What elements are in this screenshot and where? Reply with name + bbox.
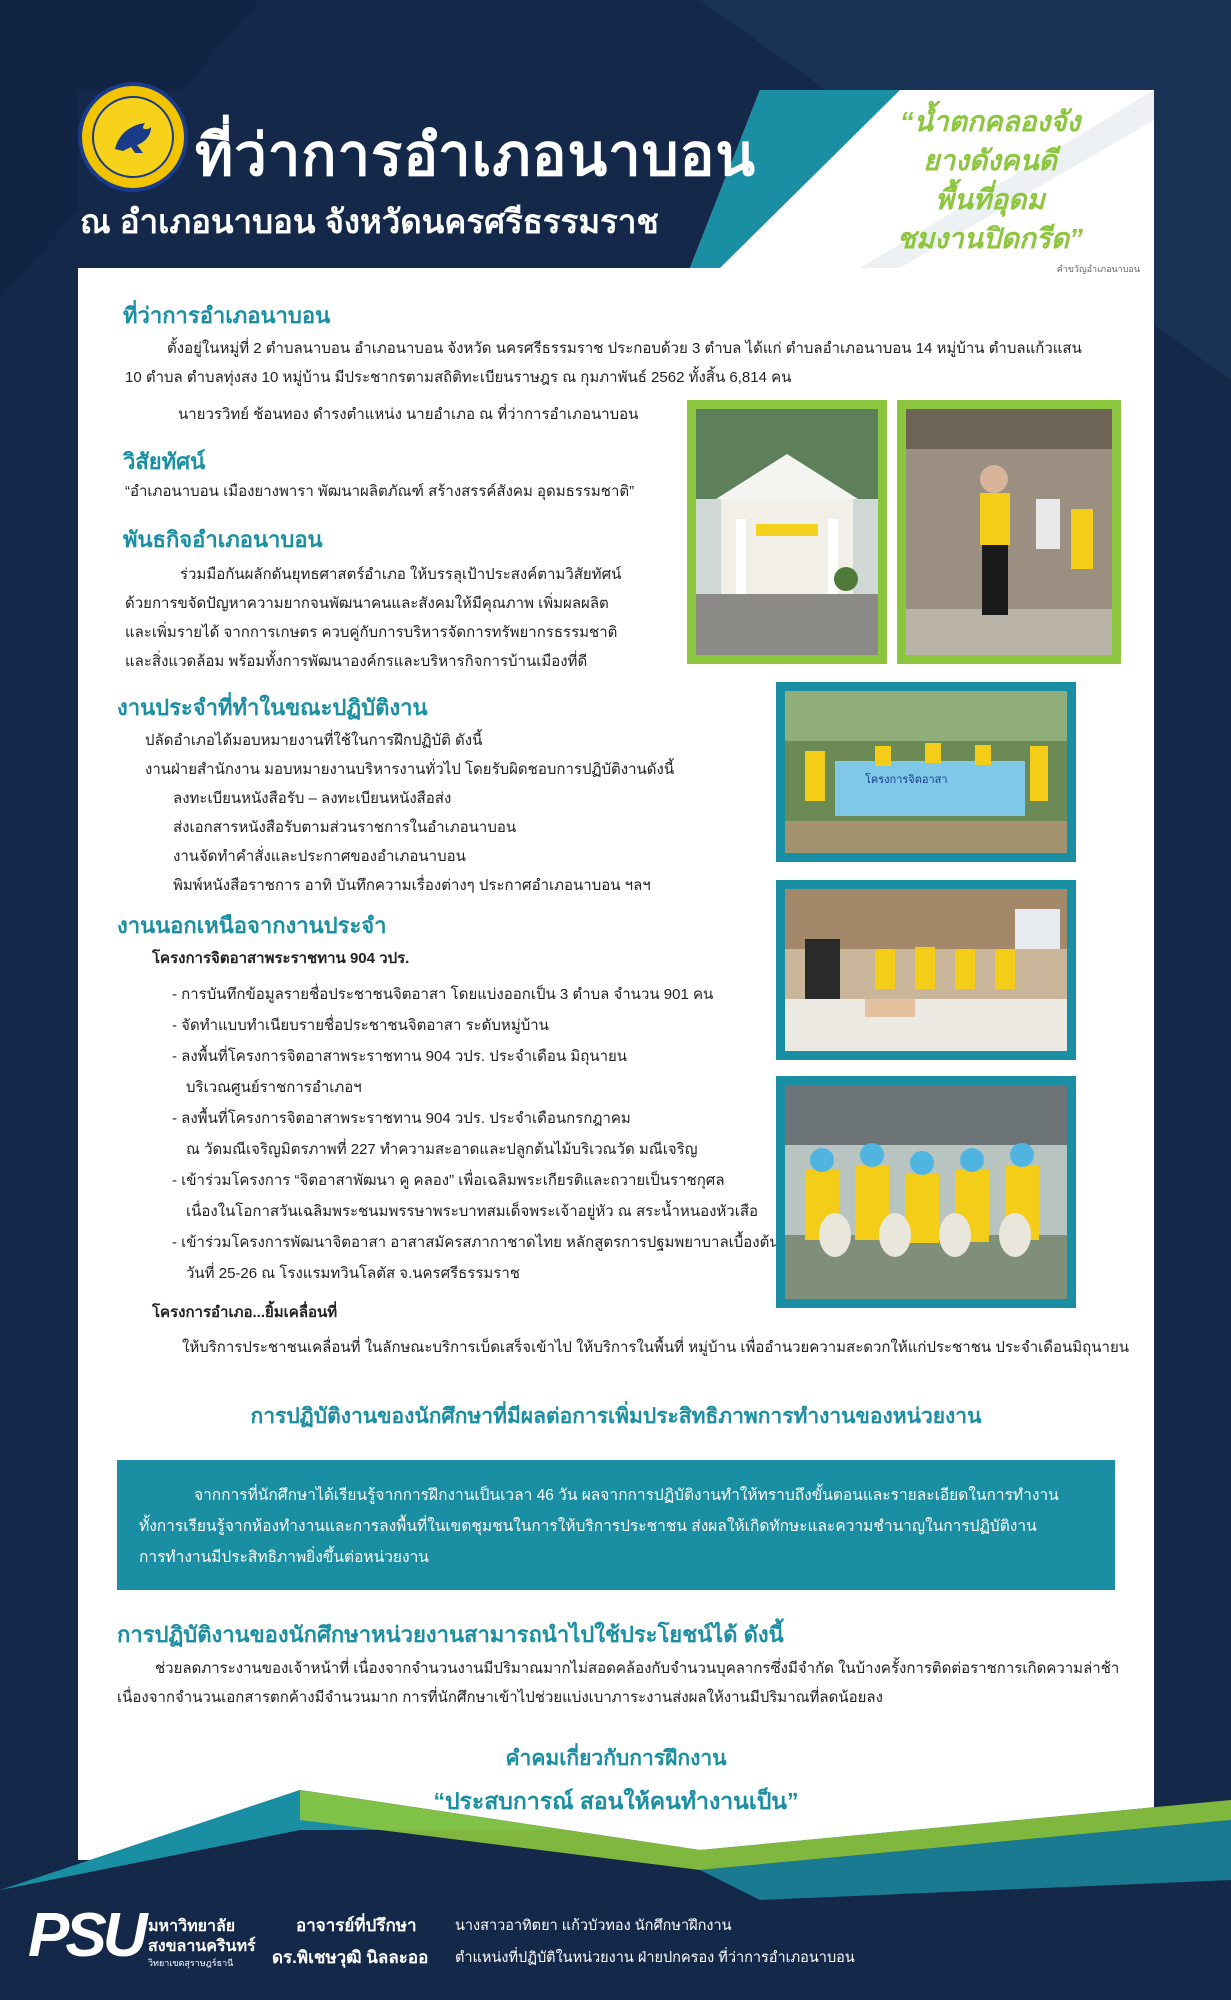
uni-name-line1: มหาวิทยาลัย (148, 1918, 236, 1935)
vision-heading: วิสัยทัศน์ (123, 449, 206, 474)
page-subtitle: ณ อำเภอนาบอน จังหวัดนครศรีธรรมราช (80, 203, 659, 240)
photo-student-at-office (897, 400, 1121, 664)
district-motto: “น้ำตกคลองจัง ยางดังคนดี พื้นที่อุดม ชมงานปิดกรีด” (896, 106, 1084, 254)
svg-text:โครงการจิตอาสา: โครงการจิตอาสา (865, 773, 948, 786)
about-heading: ที่ว่าการอำเภอนาบอน (123, 303, 331, 328)
effect-box (117, 1460, 1115, 1590)
vision-text: “อำเภอนาบอน เมืองยางพารา พัฒนาผลิตภัณฑ์ สร้างสรรค์สังคม อุดมธรรมชาติ” (125, 483, 635, 500)
project1-bullets: - การบันทึกข้อมูลรายชื่อประชาชนจิตอาสา โดยแบ่งออกเป็น 3 ตำบล จำนวน 901 คน - จัดทำแบบทำเนียบรายชื่อประชาชนจิตอาสา ระดับหมู่บ้าน - ลงพื้นที่โครงการจิตอาสาพระราชทาน 904 วปร. ประจำเดือน มิถุนายน บริเวณศูนย์ราชการอำเภอฯ - ลงพื้นที่โครงการจิตอาสาพระราชทาน 904 วปร. ประจำเดือนกรกฎาคม ณ วัดมณีเจริญมิตรภาพที่ 227 ทำความสะอาดและปลูกต้นไม้บริเวณวัด มณีเจริญ - เข้าร่วมโครงการ “จิตอาสาพัฒนา คู คลอง” เพื่อเฉลิมพระเกียรติและถวายเป็นราชกุศล เนื่องในโอกาสวันเฉลิมพระชนมพรรษาพระบาทสมเด็จพระเจ้าอยู่หัว ณ สระน้ำหนองหัวเสือ - เข้าร่วมโครงการพัฒนาจิตอาสา อาสาสมัครสภากาชาดไทย หลักสูตรการปฐมพยาบาลเบื้องต้น วันที่ 25-26 ณ โรงแรมทวินโลตัส จ.นครศรีธรรมราช (172, 986, 780, 1282)
project1-title: โครงการจิตอาสาพระราชทาน 904 วปร. (152, 950, 410, 967)
ministry-seal-logo (78, 82, 188, 192)
mission-heading: พันธกิจอำเภอนาบอน (123, 527, 323, 552)
student-name: นางสาวอาทิตยา แก้วบัวทอง นักศึกษาฝึกงาน (455, 1918, 732, 1934)
effect-heading: การปฏิบัติงานของนักศึกษาที่มีผลต่อการเพิ่มประสิทธิภาพการทำงานของหน่วยงาน (250, 1405, 982, 1428)
motto-text: “ประสบการณ์ สอนให้คนทำงานเป็น” (433, 1788, 799, 1814)
chief-text: นายวรวิทย์ ช้อนทอง ดำรงตำแหน่ง นายอำเภอ ณ ที่ว่าการอำเภอนาบอน (178, 406, 639, 423)
benefit-text: ช่วยลดภาระงานของเจ้าหน้าที่ เนื่องจากจำนวนงานมีปริมาณมากไม่สอดคล้องกับจำนวนบุคลากรซึ่งมีจำกัด ในบ้างครั้งการติดต่อราชการเกิดความล่าช้า เนื่องจากจำนวนเอกสารตกค้างมีจำนวนมาก การที่นักศึกษาเข้าไปช่วยแบ่งเบาภาระงานส่งผลให้งานมีปริมาณที่ลดน้อยลง (117, 1660, 1120, 1706)
photo-canal-cleanup (776, 1076, 1076, 1308)
photo-volunteer-banner (776, 682, 1076, 862)
project2-text: ให้บริการประชาชนเคลื่อนที่ ในลักษณะบริการเบ็ดเสร็จเข้าไป ให้บริการในพื้นที่ หมู่บ้าน เพื่ออำนวยความสะดวกให้แก่ประชาชน ประจำเดือนมิถุนายน (182, 1339, 1129, 1356)
routine-text: ปลัดอำเภอได้มอบหมายงานที่ใช้ในการฝึกปฏิบัติ ดังนี้ งานฝ่ายสำนักงาน มอบหมายงานบริหารงานทั่วไป โดยรับผิดชอบการปฏิบัติงานดังนี้ ลงทะเบียนหนังสือรับ – ลงทะเบียนหนังสือส่ง ส่งเอกสารหนังสือรับตามส่วนราชการในอำเภอนาบอน งานจัดทำคำสั่งและประกาศของอำเภอนาบอน พิมพ์หนังสือราชการ อาทิ บันทึกความเรื่องต่างๆ ประกาศอำเภอนาบอน ฯลฯ (145, 732, 675, 894)
motto-heading: คำคมเกี่ยวกับการฝึกงาน (505, 1747, 727, 1770)
project2-title: โครงการอำเภอ...ยิ้มเคลื่อนที่ (152, 1304, 338, 1321)
advisor-name: ดร.พิเชษวุฒิ นิลละออ (272, 1948, 429, 1967)
photo-district-office (687, 400, 887, 664)
extra-heading: งานนอกเหนือจากงานประจำ (117, 913, 387, 938)
benefit-heading: การปฏิบัติงานของนักศึกษาหน่วยงานสามารถนำไปใช้ประโยชน์ได้ ดังนี้ (117, 1622, 784, 1647)
uni-campus: วิทยาเขตสุราษฎร์ธานี (148, 1958, 234, 1968)
routine-heading: งานประจำที่ทำในขณะปฏิบัติงาน (117, 695, 428, 720)
mission-text: ร่วมมือกันผลักดันยุทธศาสตร์อำเภอ ให้บรรลุเป้าประสงค์ตามวิสัยทัศน์ ด้วยการขจัดปัญหาความยากจนพัฒนาคนและสังคมให้มีคุณภาพ เพิ่มผลผลิต และเพิ่มรายได้ จากการเกษตร ควบคู่กับการบริหารจัดการทรัพยากรธรรมชาติ และสิ่งแวดล้อม พร้อมทั้งการพัฒนาองค์กรและบริหารกิจการบ้านเมืองที่ดี (125, 566, 622, 670)
effect-line: จากการที่นักศึกษาได้เรียนรู้จากการฝึกงานเป็นเวลา 46 วัน ผลจากการปฏิบัติงานทำให้ทราบถึงขั้นตอนและรายละเอียดในการทำงาน (194, 1487, 1059, 1504)
photo-first-aid-training (776, 880, 1076, 1060)
student-position: ตำแหน่งที่ปฏิบัติในหน่วยงาน ฝ่ายปกครอง ที่ว่าการอำเภอนาบอน (455, 1950, 855, 1966)
lion-emblem-icon (103, 107, 163, 167)
about-text: ตั้งอยู่ในหมู่ที่ 2 ตำบลนาบอน อำเภอนาบอน จังหวัด นครศรีธรรมราช ประกอบด้วย 3 ตำบล ได้แก่ ตำบลอำเภอนาบอน 14 หมู่บ้าน ตำบลแก้วแสน 10 ตำบล ตำบลทุ่งสง 10 หมู่บ้าน มีประชากรตามสถิติทะเบียนราษฎร ณ กุมภาพันธ์ 2562 ทั้งสิ้น 6,814 คน (125, 340, 1082, 386)
page-title: ที่ว่าการอำเภอนาบอน (195, 123, 757, 188)
effect-line: การทำงานมีประสิทธิภาพยิ่งขึ้นต่อหน่วยงาน (139, 1549, 429, 1566)
psu-logo: PSU (28, 1901, 144, 1970)
effect-line: ทั้งการเรียนรู้จากห้องทำงานและการลงพื้นที่ในเขตชุมชนในการให้บริการประชาชน ส่งผลให้เกิดทักษะและความชำนาญในการปฏิบัติงาน (139, 1518, 1037, 1535)
motto-credit: คำขวัญอำเภอนาบอน (1056, 265, 1140, 275)
uni-name-line2: สงขลานครินทร์ (148, 1938, 256, 1955)
advisor-label: อาจารย์ที่ปรึกษา (296, 1916, 417, 1935)
